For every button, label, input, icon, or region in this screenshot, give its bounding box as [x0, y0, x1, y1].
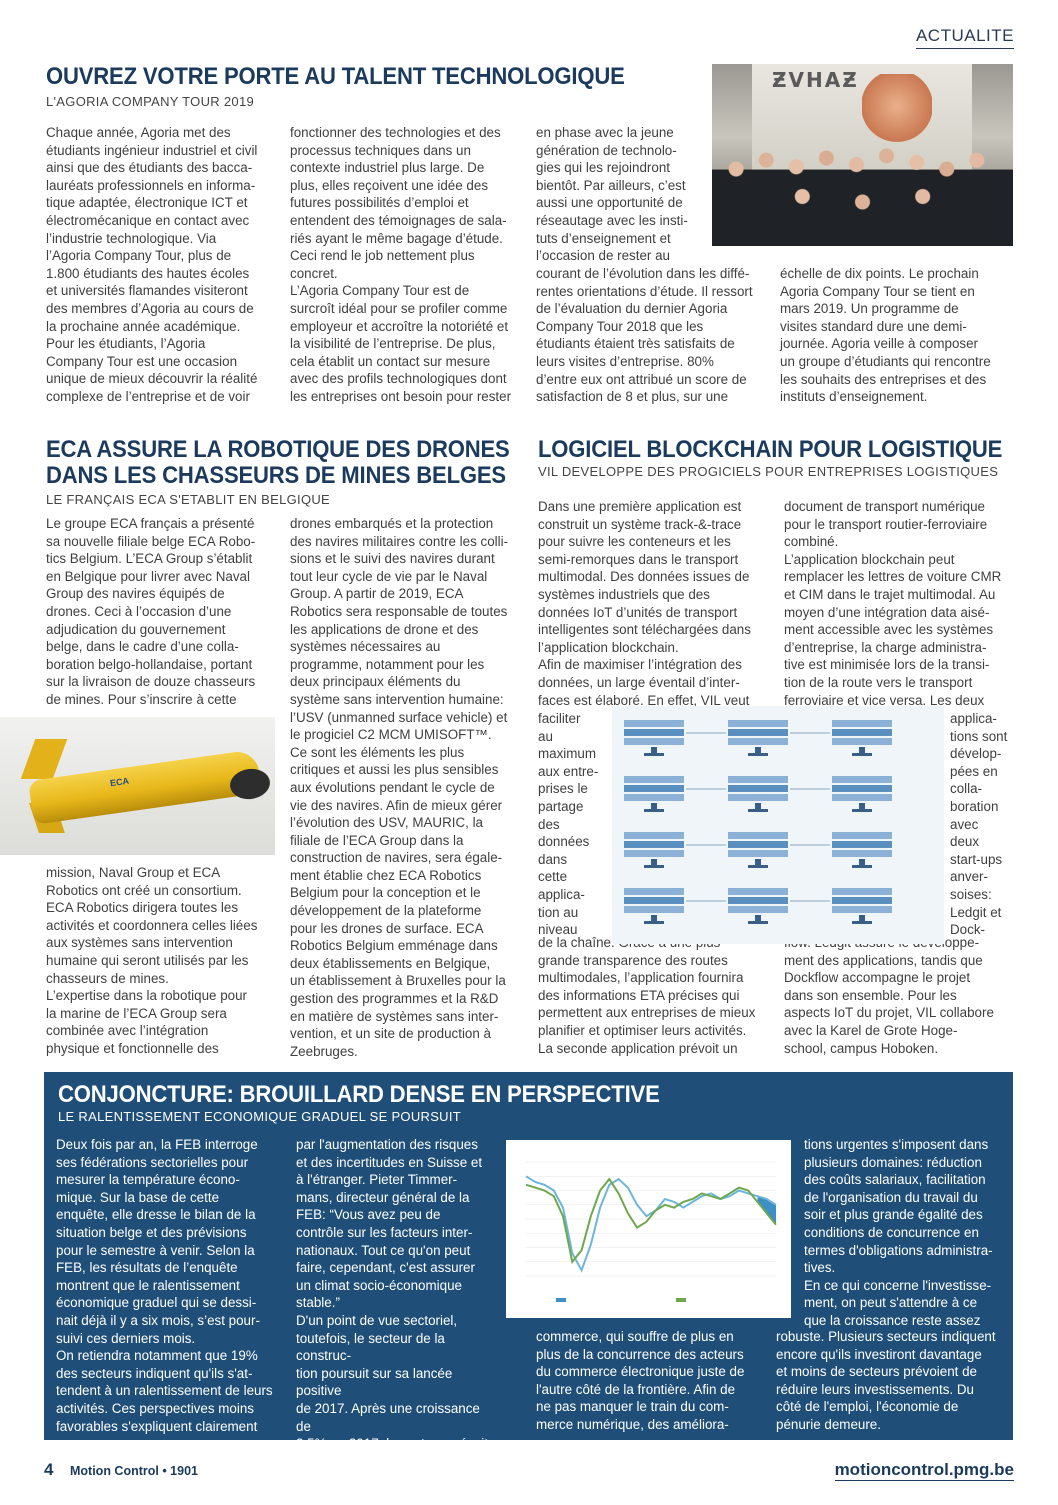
blockchain-network-diagram	[612, 706, 944, 944]
text-line: surcroît idéal pour se profiler comme	[290, 300, 508, 316]
text-line: un établissement à Bruxelles pour la	[290, 973, 506, 989]
text-line: ment des applications, tandis que	[784, 952, 983, 968]
article3-col2b	[784, 934, 1014, 1057]
text-line: commerce, qui souffre de plus en	[536, 1329, 734, 1344]
text-line: adjudication du gouvernement	[46, 621, 226, 637]
article4-title: CONJONCTURE: BROUILLARD DENSE EN PERSPECTIVE	[58, 1081, 660, 1108]
text-line: En ce qui concerne l'investisse-	[804, 1277, 992, 1293]
text-line: l’industrie technologique. Via	[46, 230, 217, 246]
text-line: programme, notamment pour les	[290, 656, 485, 672]
feb-chart-svg	[506, 1140, 791, 1318]
text-line: pour les drones de surface. ECA	[290, 920, 484, 936]
text-line: activités et coordonnera celles liées	[46, 917, 258, 933]
text-line: cette	[538, 869, 568, 885]
text-line: ainsi que des étudiants des bacca-	[46, 160, 253, 176]
text-line: avec	[950, 816, 979, 832]
feb-chart	[506, 1140, 791, 1318]
legend-swatch-2	[676, 1298, 686, 1302]
article2-col1b	[46, 864, 282, 1058]
text-line: développement de la plateforme	[290, 903, 482, 919]
text-line: 2,5% en 2017, le secteur prévoit	[296, 1436, 489, 1452]
text-line: tics Belgium. L’ECA Group s’établit	[46, 551, 253, 567]
text-line: FEB: “Vous avez peu de	[296, 1207, 441, 1223]
text-line: construit un système track-&-trace	[538, 516, 742, 532]
text-line: gestion des programmes et la R&D	[290, 991, 499, 1007]
text-line: mesurer la température écono-	[56, 1172, 240, 1188]
text-line: systèmes nécessaires au	[290, 639, 441, 655]
agoria-group-photo	[712, 64, 1013, 246]
text-line: On retiendra notamment que 19%	[56, 1348, 258, 1364]
text-line: cela établit un contact sur mesure	[290, 353, 491, 369]
section-label: ACTUALITE	[916, 26, 1014, 49]
text-line: tout leur cycle de vie par le Naval	[290, 568, 488, 584]
eca-drone-photo	[0, 717, 275, 855]
text-line: ment accessible avec les systèmes	[784, 622, 994, 638]
text-line: l’évolution des USV, MAURIC, la	[290, 815, 484, 831]
text-line: fonctionner des technologies et des	[290, 125, 501, 140]
text-line: riés ayant le même bagage d’étude.	[290, 230, 503, 246]
text-line: aux systèmes sans intervention	[46, 935, 233, 951]
text-line: employeur et accroître la notoriété et	[290, 318, 509, 334]
text-line: faciliter	[538, 711, 581, 726]
text-line: la marine de l’ECA Group sera	[46, 1005, 227, 1021]
text-line: des secteurs indiquent qu'ils s'at-	[56, 1365, 253, 1381]
text-line: tuts d’enseignement et	[536, 230, 671, 246]
text-line: planifier et optimiser leurs activités.	[538, 1022, 747, 1038]
text-line: boration	[950, 798, 999, 814]
text-line: start-ups	[950, 851, 1003, 867]
text-line: le progiciel C2 MCM UMISOFT™.	[290, 727, 492, 743]
text-line: tendent à un ralentissement de leurs	[56, 1383, 273, 1399]
article1-subtitle: L'AGORIA COMPANY TOUR 2019	[46, 94, 255, 109]
article3-col2narrow	[950, 710, 1014, 939]
text-line: document de transport numérique	[784, 499, 985, 514]
publication-name: Motion Control • 1901	[70, 1464, 198, 1478]
text-line: l'autre côté de la frontière. Afin de	[536, 1381, 736, 1397]
text-line: montrent que le ralentissement	[56, 1277, 240, 1293]
text-line: Afin de maximiser l’intégration des	[538, 657, 742, 673]
text-line: étudiants étaient très satisfaits de	[536, 336, 735, 352]
text-line: anver-	[950, 869, 988, 885]
text-line: merce numérique, des améliora-	[536, 1416, 729, 1432]
text-line: dans son ensemble. Pour les	[784, 987, 957, 1003]
text-line: Group des navires équipés de	[46, 586, 225, 602]
article3-col1a	[538, 498, 774, 709]
text-line: Ledgit et	[950, 904, 1002, 920]
article2-col1a	[46, 515, 282, 709]
text-line: ment, on peut s'attendre à ce	[804, 1295, 978, 1311]
text-line: leurs visites d’entreprise. 80%	[536, 353, 714, 369]
text-line: tique adaptée, électronique ICT et	[46, 195, 248, 211]
text-line: ferroviaire et vice versa. Les deux	[784, 692, 985, 708]
text-line: partage	[538, 798, 584, 814]
text-line: rentes orientations d’étude. Il ressort	[536, 283, 753, 299]
article4-col1	[56, 1136, 292, 1435]
text-line: Chaque année, Agoria met des	[46, 125, 231, 140]
text-line: que la croissance reste assez	[804, 1312, 981, 1328]
text-line: du commerce électronique juste de	[536, 1364, 745, 1380]
text-line: Group. A partir de 2019, ECA	[290, 586, 464, 602]
text-line: à l'étranger. Pieter Timmer-	[296, 1172, 458, 1188]
text-line: contrôle sur les facteurs inter-	[296, 1224, 473, 1240]
server-node-icon	[624, 720, 684, 756]
text-line: réseautage avec les insti-	[536, 212, 688, 228]
text-line: des	[538, 816, 560, 832]
text-line: sa nouvelle filiale belge ECA Robo-	[46, 533, 256, 549]
text-line: 2018. Cela contraste avec le	[296, 1488, 466, 1504]
text-line: unique de mieux découvrir la réalité	[46, 371, 258, 387]
text-line: entendent des témoignages de sala-	[290, 212, 507, 228]
text-line: une croissance tout aussi forte en	[296, 1453, 478, 1487]
text-line: pées en	[950, 763, 998, 779]
text-line: et moins de secteurs prévoient de	[776, 1364, 977, 1380]
text-line: multimodal. Des données issues de	[538, 569, 750, 585]
text-line: applica-	[538, 886, 585, 902]
text-line: Agoria Company Tour se tient en	[780, 283, 975, 299]
text-line: ment établie chez ECA Robotics	[290, 867, 482, 883]
text-line: soir et plus grande égalité des	[804, 1207, 983, 1223]
text-line: en matière de systèmes sans inter-	[290, 1008, 499, 1024]
text-line: belge, dans le cadre d’une colla-	[46, 639, 239, 655]
text-line: nationaux. Tout ce qu'on peut	[296, 1242, 471, 1258]
text-line: les entreprises ont besoin pour rester	[290, 388, 512, 404]
article1-col1	[46, 124, 278, 406]
article4-subtitle: LE RALENTISSEMENT ECONOMIQUE GRADUEL SE POURSUIT	[58, 1109, 462, 1124]
text-line: dévelop-	[950, 746, 1002, 762]
text-line: économique graduel qui se dessi-	[56, 1295, 257, 1311]
text-line: Le groupe ECA français a présenté	[46, 516, 255, 531]
text-line: contexte industriel plus large. De	[290, 160, 485, 176]
text-line: ne pas manquer le train du com-	[536, 1399, 729, 1415]
article4-col2	[296, 1136, 496, 1505]
text-line: et universités flamandes visiteront	[46, 283, 248, 299]
text-line: de la chaîne. Grâce à une plus	[538, 935, 721, 950]
server-node-icon	[832, 832, 892, 868]
text-line: côté de l'emploi, l'économie de	[776, 1399, 959, 1415]
article3-col1narrow	[538, 710, 608, 939]
text-line: filiale de l’ECA Group dans la	[290, 832, 464, 848]
text-line: tions urgentes s'imposent dans	[804, 1137, 989, 1152]
text-line: combinée avec l’intégration	[46, 1023, 209, 1039]
text-line: Ce sont les éléments les plus	[290, 744, 465, 760]
server-node-icon	[624, 832, 684, 868]
text-line: La seconde application prévoit un	[538, 1040, 738, 1056]
page-number: 4	[44, 1460, 54, 1479]
text-line: tions sont	[950, 728, 1008, 744]
text-line: un groupe d’étudiants qui rencontre	[780, 353, 991, 369]
text-line: aux évolutions pendant le cycle de	[290, 779, 495, 795]
text-line: boration belgo-hollandaise, portant	[46, 656, 253, 672]
text-line: d’entreprise, la charge administra-	[784, 639, 987, 655]
text-line: électromécanique en contact avec	[46, 212, 250, 228]
article2-title-line1: ECA ASSURE LA ROBOTIQUE DES DRONES	[46, 436, 510, 463]
text-line: instituts d’enseignement.	[780, 389, 928, 405]
text-line: Company Tour est une occasion	[46, 353, 238, 369]
text-line: Dans une première application est	[538, 499, 742, 514]
text-line: plus, elles reçoivent une idée des	[290, 177, 489, 193]
text-line: ses fédérations sectorielles pour	[56, 1154, 249, 1170]
text-line: pour suivre les conteneurs et les	[538, 534, 731, 550]
text-line: Pour les étudiants, l’Agoria	[46, 336, 206, 352]
text-line: données IoT d’unités de transport	[538, 604, 738, 620]
article4-col4b	[776, 1328, 1006, 1434]
text-line: FEB, les résultats de l’enquête	[56, 1260, 238, 1276]
text-line: favorables s'expliquent clairement	[56, 1418, 258, 1434]
text-line: critiques et aussi les plus sensibles	[290, 762, 499, 778]
server-node-icon	[728, 776, 788, 812]
text-line: tives.	[804, 1260, 836, 1276]
text-line: suivi ces derniers mois.	[56, 1330, 196, 1346]
article1-title: OUVREZ VOTRE PORTE AU TALENT TECHNOLOGIQUE	[46, 63, 625, 90]
text-line: pour le transport routier-ferroviaire	[784, 516, 988, 532]
article3-subtitle: VIL DEVELOPPE DES PROGICIELS POUR ENTREPRISES LOGISTIQUES	[538, 464, 999, 479]
text-line: plusieurs domaines: réduction	[804, 1154, 982, 1170]
text-line: tion de la route vers le transport	[784, 674, 973, 690]
text-line: complexe de l’entreprise et de voir	[46, 388, 250, 404]
article4-col3	[536, 1328, 772, 1434]
text-line: construction de navires, sera égale-	[290, 850, 503, 866]
text-line: ECA Robotics dirigera toutes les	[46, 900, 239, 916]
text-line: futures possibilités d’emploi et	[290, 195, 469, 211]
text-line: colla-	[950, 781, 982, 797]
text-line: Ceci rend le job nettement plus	[290, 248, 475, 264]
text-line: toutefois, le secteur de la construc-	[296, 1330, 445, 1364]
text-line: aspects IoT du projet, VIL collabore	[784, 1005, 994, 1021]
text-line: faces est élaboré. En effet, VIL veut	[538, 692, 750, 708]
text-line: bientôt. Par ailleurs, c’est	[536, 177, 686, 193]
text-line: aux entre-	[538, 763, 599, 779]
text-line: par l'augmentation des risques	[296, 1137, 478, 1152]
article4-col4a	[804, 1136, 1004, 1330]
text-line: remplacer les lettres de voiture CMR	[784, 569, 1002, 585]
article2-subtitle: LE FRANÇAIS ECA S'ETABLIT EN BELGIQUE	[46, 492, 331, 507]
text-line: tion au	[538, 904, 579, 920]
drone-brand: ECA	[109, 775, 130, 789]
text-line: plus de la concurrence des acteurs	[536, 1346, 744, 1362]
text-line: mission, Naval Group et ECA	[46, 865, 221, 880]
text-line: satisfaction de 8 et plus, sur une	[536, 389, 729, 405]
text-line: au	[538, 728, 553, 744]
text-line: des coûts salariaux, facilitation	[804, 1172, 986, 1188]
server-node-icon	[728, 720, 788, 756]
text-line: en phase avec la jeune	[536, 125, 674, 140]
text-line: en Belgique pour livrer avec Naval	[46, 568, 250, 584]
text-line: systèmes industriels que des	[538, 586, 710, 602]
text-line: encore qu'ils investiront davantage	[776, 1346, 982, 1362]
text-line: système sans intervention humaine:	[290, 691, 504, 707]
text-line: l’Agoria Company Tour, plus de	[46, 248, 232, 264]
text-line: concret.	[290, 265, 338, 281]
article3-col1b	[538, 934, 774, 1057]
text-line: Dockflow accompagne le projet	[784, 970, 971, 986]
text-line: de 2017. Après une croissance de	[296, 1400, 480, 1434]
text-line: enquête, elle dresse le bilan de la	[56, 1207, 256, 1223]
text-line: humaine qui seront utilisés par les	[46, 952, 249, 968]
article2-col2	[290, 515, 526, 1060]
text-line: des navires militaires contre les colli-	[290, 533, 509, 549]
text-line: L’Agoria Company Tour est de	[290, 283, 470, 299]
text-line: l’application blockchain.	[538, 639, 679, 655]
server-node-icon	[728, 888, 788, 924]
text-line: et des incertitudes en Suisse et	[296, 1154, 483, 1170]
text-line: grande transparence des routes	[538, 952, 728, 968]
text-line: D'un point de vue sectoriel,	[296, 1312, 458, 1328]
server-node-icon	[832, 776, 892, 812]
text-line: robuste. Plusieurs secteurs indiquent	[776, 1329, 996, 1344]
text-line: mars 2019. Un programme de	[780, 301, 959, 317]
text-line: de l’évaluation du dernier Agoria	[536, 301, 728, 317]
server-node-icon	[832, 888, 892, 924]
text-line: moyen d’une intégration data aisé-	[784, 604, 990, 620]
text-line: termes d'obligations administra-	[804, 1242, 993, 1258]
text-line: des membres d’Agoria au cours de	[46, 300, 254, 316]
text-line: combiné.	[784, 534, 839, 550]
text-line: avec la Karel de Grote Hoge-	[784, 1022, 958, 1038]
text-line: permettent aux entreprises de mieux	[538, 1005, 756, 1021]
text-line: Robotics sera responsable de toutes	[290, 603, 508, 619]
text-line: les souhaits des entreprises et des	[780, 371, 987, 387]
text-line: Zeebruges.	[290, 1043, 358, 1059]
article1-col3b	[536, 265, 766, 406]
text-line: deux principaux éléments du	[290, 674, 461, 690]
text-line: Robotics ont créé un consortium.	[46, 882, 242, 898]
text-line: l’occasion de rester au	[536, 248, 670, 264]
text-line: multimodales, l’application fournira	[538, 970, 744, 986]
text-line: lauréats professionnels en informa-	[46, 177, 256, 193]
text-line: sur la livraison de douze chasseurs	[46, 674, 256, 690]
article1-col2	[290, 124, 526, 406]
text-line: Robotics Belgium emménage dans	[290, 938, 498, 954]
text-line: conditions de concurrence en	[804, 1224, 979, 1240]
text-line: d’entre eux ont attribué un score de	[536, 371, 747, 387]
text-line: mique. Sur la base de cette	[56, 1189, 220, 1205]
text-line: drones. Ceci à l’occasion d’une	[46, 603, 232, 619]
text-line: physique et fonctionnelle des	[46, 1040, 219, 1056]
legend-swatch-1	[556, 1298, 566, 1302]
text-line: courant de l’évolution dans les diffé-	[536, 266, 750, 281]
text-line: échelle de dix points. Le prochain	[780, 266, 979, 281]
photo-logo: ƵVHAƵ	[772, 68, 859, 92]
article3-col2a	[784, 498, 1014, 709]
text-line: stable.”	[296, 1295, 340, 1311]
text-line: processus techniques dans un	[290, 142, 471, 158]
server-node-icon	[624, 888, 684, 924]
text-line: semi-remorques dans le transport	[538, 551, 739, 567]
text-line: la visibilité de l’entreprise. De plus,	[290, 336, 496, 352]
text-line: maximum	[538, 746, 597, 762]
text-line: et CIM dans le trajet multimodal. Au	[784, 586, 996, 602]
text-line: vention, et un site de production à	[290, 1026, 491, 1042]
text-line: Deux fois par an, la FEB interroge	[56, 1137, 258, 1152]
text-line: un climat socio-économique	[296, 1277, 462, 1293]
text-line: Dock-	[950, 922, 985, 938]
text-line: mans, directeur général de la	[296, 1189, 470, 1205]
text-line: réduire leurs investissements. Du	[776, 1381, 974, 1397]
text-line: deux établissements en Belgique,	[290, 955, 491, 971]
text-line: visites standard dure une demi-	[780, 318, 967, 334]
article1-col4	[780, 265, 1012, 406]
text-line: génération de technolo-	[536, 142, 677, 158]
text-line: les applications de drone et des	[290, 621, 479, 637]
text-line: activités. Ces perspectives moins	[56, 1400, 254, 1416]
text-line: tive est minimisée lors de la transi-	[784, 657, 990, 673]
server-node-icon	[624, 776, 684, 812]
text-line: données, un large éventail d’inter-	[538, 674, 740, 690]
text-line: 1.800 étudiants des hautes écoles	[46, 265, 250, 281]
text-line: sions et le suivi des navires durant	[290, 551, 495, 567]
text-line: Belgium pour la conception et le	[290, 885, 481, 901]
article2-title-line2: DANS LES CHASSEURS DE MINES BELGES	[46, 462, 506, 489]
text-line: pour le semestre à venir. Selon la	[56, 1242, 255, 1258]
text-line: flow. Ledgit assure le développe-	[784, 935, 980, 950]
text-line: soises:	[950, 886, 992, 902]
text-line: deux	[950, 834, 980, 850]
article3-title: LOGICIEL BLOCKCHAIN POUR LOGISTIQUE	[538, 436, 1003, 463]
server-node-icon	[832, 720, 892, 756]
server-node-icon	[728, 832, 788, 868]
text-line: journée. Agoria veille à composer	[780, 336, 978, 352]
text-line: étudiants ingénieur industriel et civil	[46, 142, 258, 158]
text-line: faire, cependant, c'est assurer	[296, 1260, 475, 1276]
text-line: avec des profils technologiques dont	[290, 371, 507, 387]
text-line: tion poursuit sur sa lancée positive	[296, 1365, 453, 1399]
text-line: pénurie demeure.	[776, 1416, 881, 1432]
text-line: des informations ETA précises qui	[538, 987, 740, 1003]
text-line: situation belge et des prévisions	[56, 1224, 247, 1240]
text-line: applica-	[950, 711, 997, 726]
text-line: données	[538, 834, 590, 850]
text-line: drones embarqués et la protection	[290, 516, 494, 531]
text-line: la prochaine année académique.	[46, 318, 241, 334]
text-line: L’expertise dans la robotique pour	[46, 988, 247, 1004]
text-line: dans	[538, 851, 568, 867]
site-url: motioncontrol.pmg.be	[834, 1460, 1014, 1479]
text-line: prises le	[538, 781, 588, 797]
text-line: vie des navires. Afin de mieux gérer	[290, 797, 503, 813]
text-line: intelligentes sont téléchargées dans	[538, 622, 751, 638]
text-line: l’USV (unmanned surface vehicle) et	[290, 709, 508, 725]
text-line: aussi une opportunité de	[536, 195, 683, 211]
text-line: Company Tour 2018 que les	[536, 318, 704, 334]
text-line: chasseurs de mines.	[46, 970, 169, 986]
text-line: gies qui les rejoindront	[536, 160, 670, 176]
text-line: de mines. Pour s’inscrire à cette	[46, 691, 237, 707]
text-line: L’application blockchain peut	[784, 551, 955, 567]
text-line: nait déjà il y a six mois, s’est pour-	[56, 1312, 260, 1328]
text-line: school, campus Hoboken.	[784, 1040, 939, 1056]
article1-col3a	[536, 124, 706, 265]
text-line: niveau	[538, 922, 578, 938]
text-line: de l'organisation du travail du	[804, 1189, 978, 1205]
